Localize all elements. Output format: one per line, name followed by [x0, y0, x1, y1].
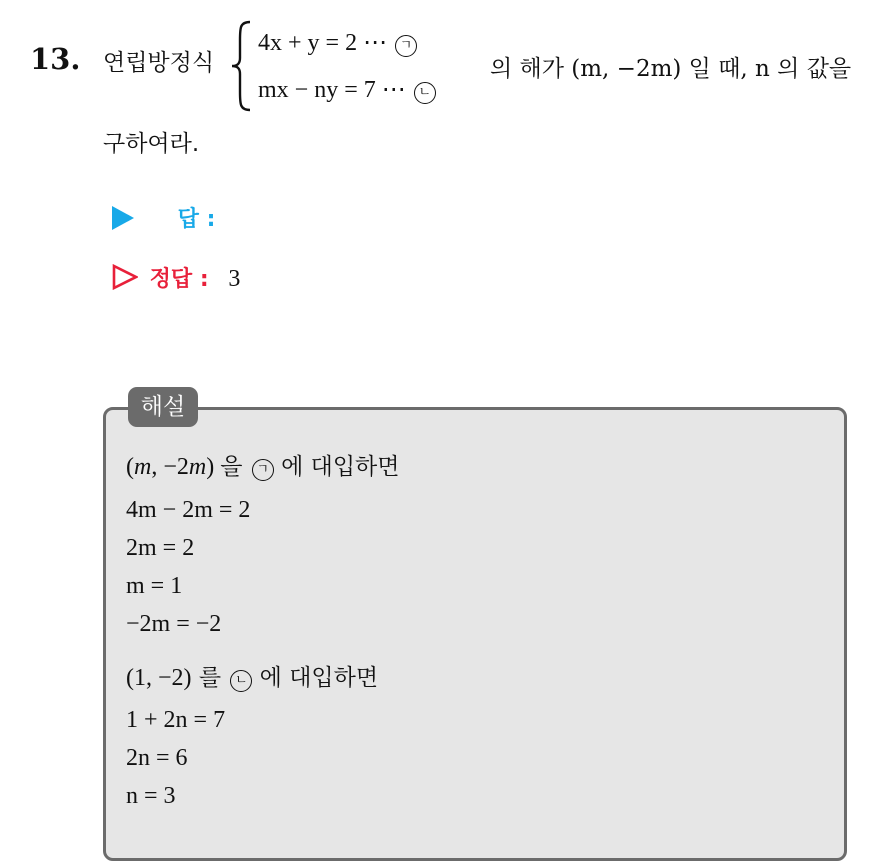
solution-line-1: (m, −2m) 을 ㄱ 에 대입하면	[126, 454, 400, 480]
question-lead: 연립방정식	[103, 50, 215, 76]
system-brace	[230, 20, 252, 112]
correct-label: 정답 :	[149, 267, 209, 292]
circled-g-mark: ㄱ	[395, 35, 417, 57]
solution-line-8: 2n = 6	[126, 745, 188, 771]
question-number: 13.	[30, 42, 81, 76]
correct-answer-row	[112, 262, 240, 293]
solution-line-5: −2m = −2	[126, 611, 222, 637]
solution-line-9: n = 3	[126, 783, 176, 809]
question-line-2: 구하여라.	[103, 131, 200, 157]
equation-1-text: 4x + y = 2 ⋯	[258, 30, 388, 56]
equation-1	[258, 28, 417, 57]
correct-value: 3	[228, 266, 241, 292]
play-filled-icon	[112, 206, 134, 230]
answer-blank-row	[112, 202, 215, 233]
play-outline-icon	[112, 264, 138, 290]
equation-2-text: mx − ny = 7 ⋯	[258, 77, 406, 103]
answer-label: 답 :	[177, 207, 216, 232]
solution-line-2: 4m − 2m = 2	[126, 497, 251, 523]
solution-tag: 해설	[128, 387, 198, 427]
circled-n-mark: ㄴ	[414, 82, 436, 104]
solution-line-3: 2m = 2	[126, 535, 195, 561]
solution-line-4: m = 1	[126, 573, 183, 599]
question-tail: 의 해가 (m, −2m) 일 때, n 의 값을	[490, 56, 852, 82]
equation-2	[258, 75, 436, 104]
solution-line-6: (1, −2) 를 ㄴ 에 대입하면	[126, 665, 379, 691]
solution-line-7: 1 + 2n = 7	[126, 707, 226, 733]
